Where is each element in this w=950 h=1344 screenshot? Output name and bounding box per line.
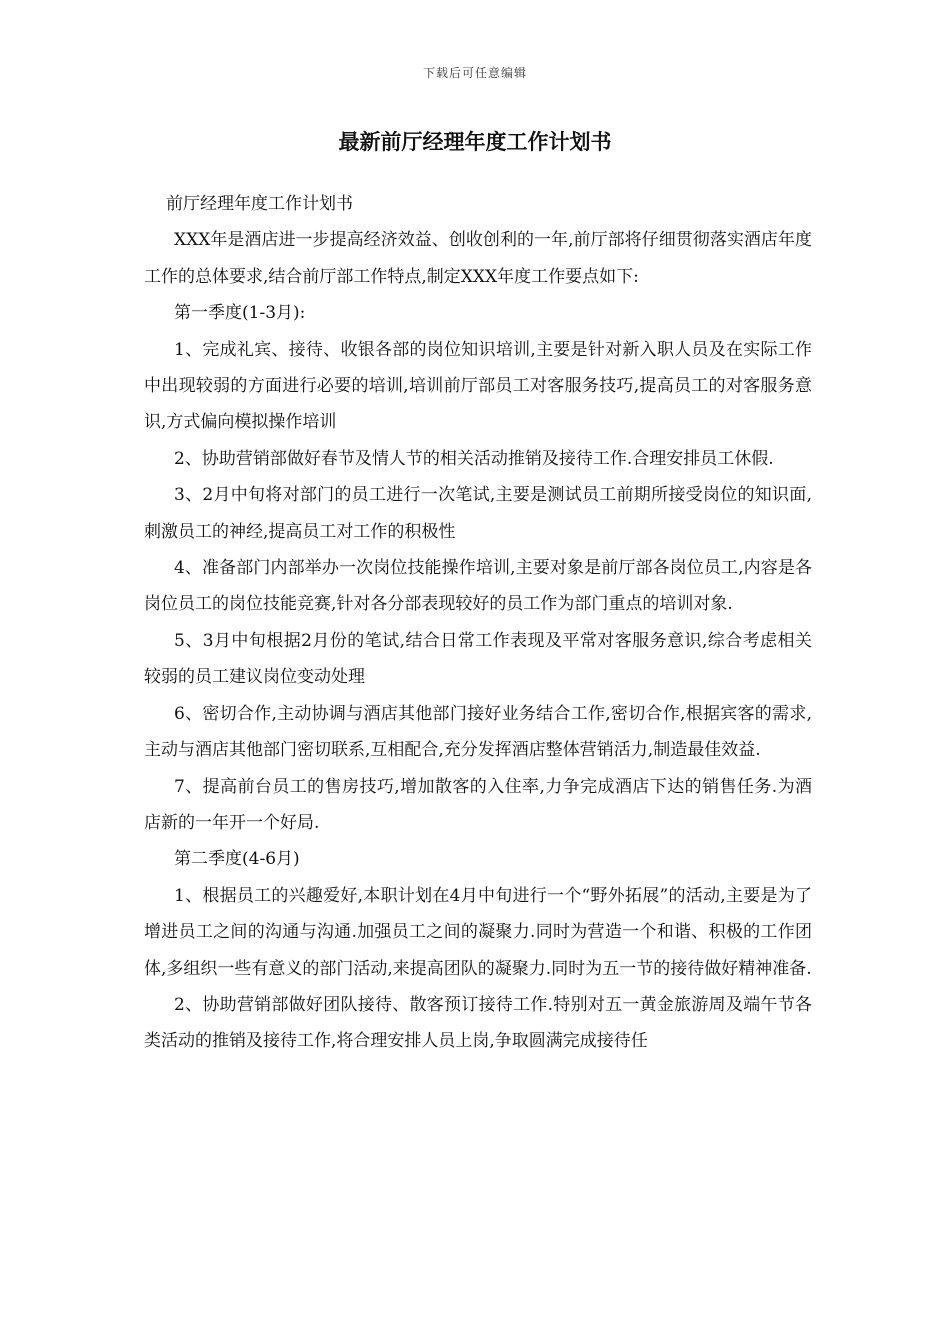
list-item: 3、2月中旬将对部门的员工进行一次笔试,主要是测试员工前期所接受岗位的知识面,刺激员工的神经,提高员工对工作的积极性 xyxy=(144,485,812,542)
list-item: 1、根据员工的兴趣爱好,本职计划在4月中旬进行一个“野外拓展”的活动,主要是为了增进员工之间的沟通与沟通.加强员工之间的凝聚力.同时为营造一个和谐、积极的工作团体,多组织一些有意义的部门活动,来提高团队的凝聚力.同时为五一节的接待做好精神准备. xyxy=(144,885,812,979)
list-item: 6、密切合作,主动协调与酒店其他部门接好业务结合工作,密切合作,根据宾客的需求,主动与酒店其他部门密切联系,互相配合,充分发挥酒店整体营销活力,制造最佳效益. xyxy=(144,703,812,761)
document-title: 最新前厅经理年度工作计划书 xyxy=(338,129,612,154)
list-item: 4、准备部门内部举办一次岗位技能操作培训,主要对象是前厅部各岗位员工,内容是各岗位员工的岗位技能竞赛,针对各分部表现较好的员工作为部门重点的培训对象. xyxy=(144,558,812,615)
section-heading-q1: 第一季度(1-3月): xyxy=(174,303,306,324)
document-subtitle: 前厅经理年度工作计划书 xyxy=(166,194,353,214)
list-item: 2、协助营销部做好团队接待、散客预订接待工作.特别对五一黄金旅游周及端午节各类活动的推销及接待工作,将合理安排人员上岗,争取圆满完成接待任 xyxy=(144,994,812,1052)
list-item: 5、3月中旬根据2月份的笔试,结合日常工作表现及平常对客服务意识,综合考虑相关较弱的员工建议岗位变动处理 xyxy=(144,630,812,688)
intro-paragraph: XXX年是酒店进一步提高经济效益、创收创利的一年,前厅部将仔细贯彻落实酒店年度工作的总体要求,结合前厅部工作特点,制定XXX年度工作要点如下: xyxy=(144,230,812,287)
list-item: 2、协助营销部做好春节及情人节的相关活动推销及接待工作.合理安排员工休假. xyxy=(174,448,774,469)
document-body xyxy=(144,186,812,1060)
list-item: 7、提高前台员工的售房技巧,增加散客的入住率,力争完成酒店下达的销售任务.为酒店新的一年开一个好局. xyxy=(144,776,812,833)
section-heading-q2: 第二季度(4-6月) xyxy=(174,849,300,870)
header-note: 下载后可任意编辑 xyxy=(422,66,527,80)
list-item: 1、完成礼宾、接待、收银各部的岗位知识培训,主要是针对新入职人员及在实际工作中出现较弱的方面进行必要的培训,培训前厅部员工对客服务技巧,提高员工的对客服务意识,方式偏向模拟操作培训 xyxy=(144,339,812,433)
